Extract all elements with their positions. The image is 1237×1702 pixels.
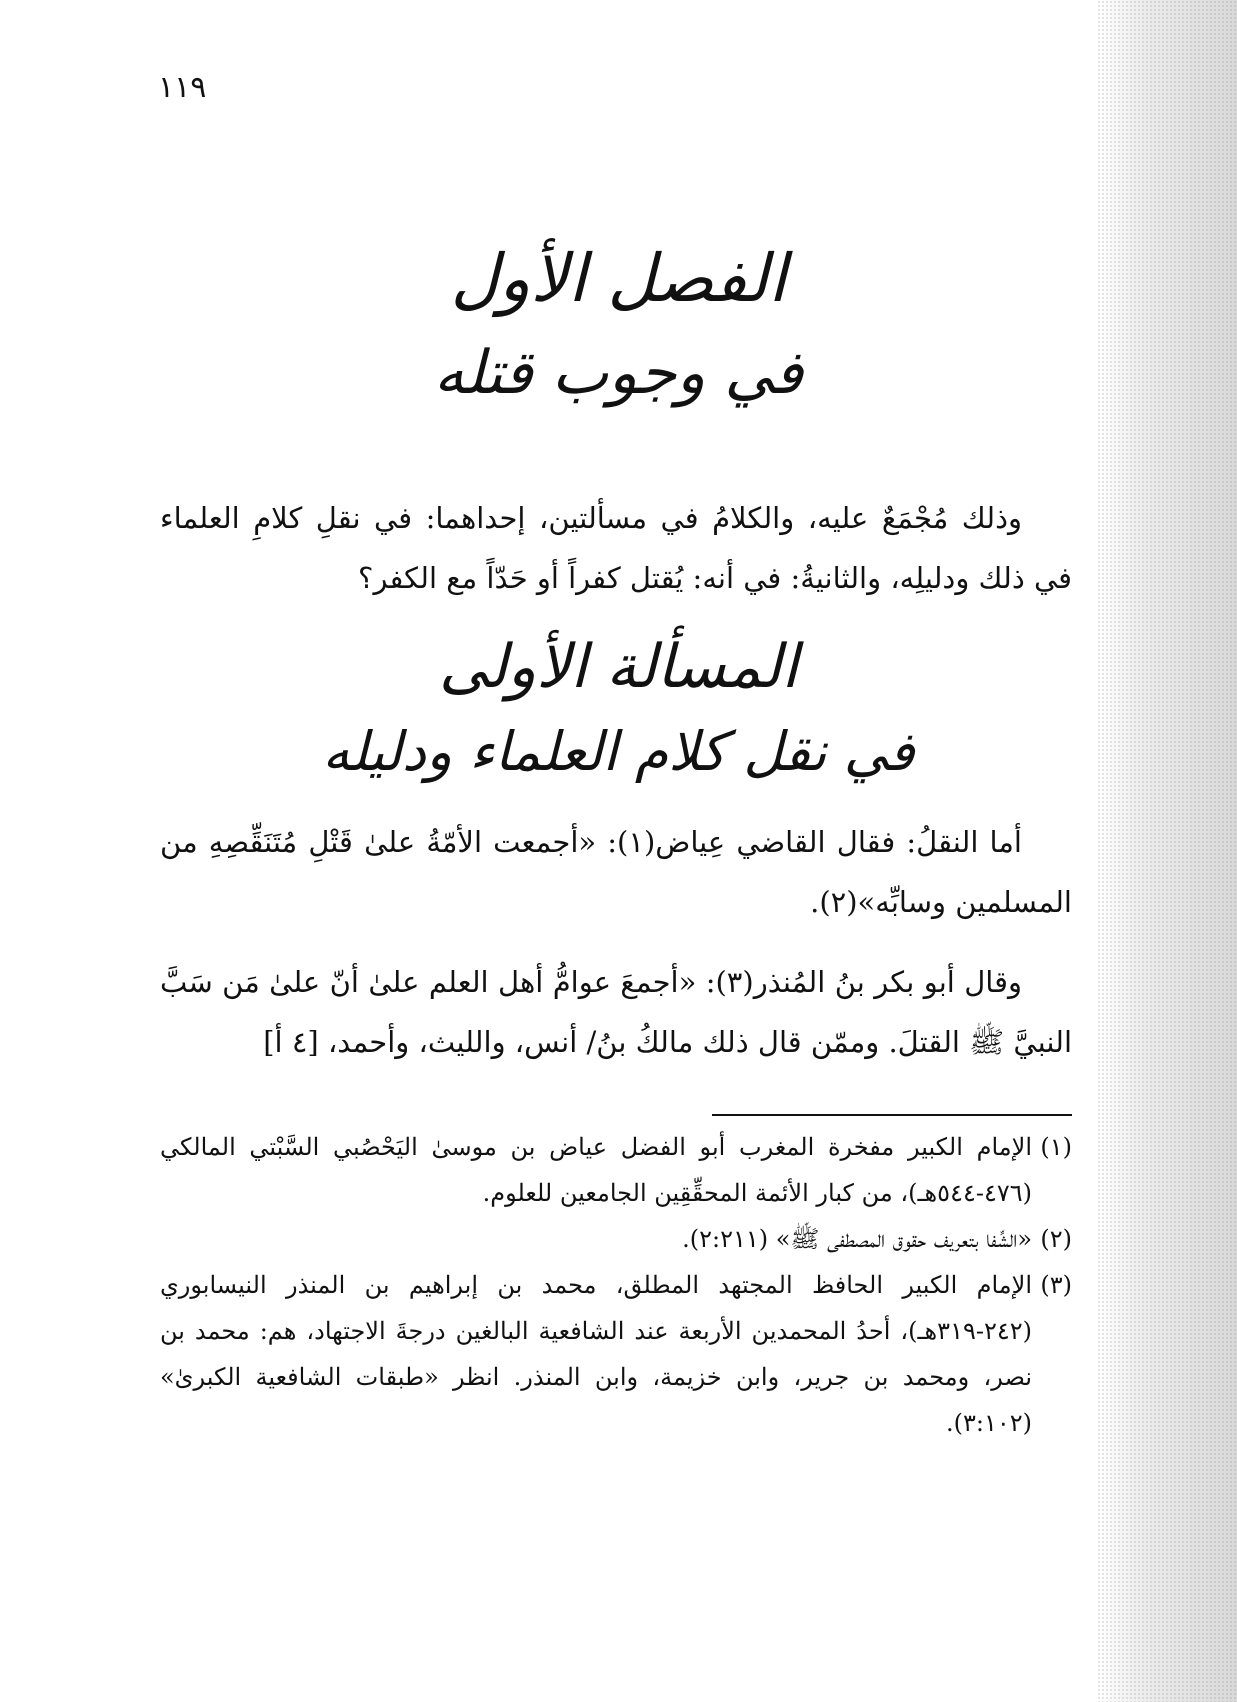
footnote-text: «الشِّفا بتعريف حقوق المصطفى ﷺ» (٢:٢١١). bbox=[682, 1225, 1032, 1253]
footnote-2 bbox=[160, 1216, 1072, 1262]
issue-title: المسألة الأولى bbox=[438, 632, 799, 702]
footnote-text: الإمام الكبير مفخرة المغرب أبو الفضل عياض بن موسىٰ اليَحْصُبي السَّبْتي المالكي (٤٧٦-٥٤٤هـ)، من كبار الأئمة المحقِّقِين الجامعين للعلوم. bbox=[160, 1133, 1032, 1207]
footnote-number: (٣) bbox=[1040, 1271, 1072, 1299]
footnotes bbox=[160, 1124, 1072, 1446]
footnote-separator bbox=[712, 1114, 1072, 1116]
footnote-number: (٢) bbox=[1040, 1225, 1072, 1253]
page-number: ١١٩ bbox=[158, 70, 207, 105]
chapter-subtitle: في وجوب قتله bbox=[433, 338, 804, 408]
issue-subtitle: في نقل كلام العلماء ودليله bbox=[322, 720, 915, 783]
footnote-number: (١) bbox=[1040, 1133, 1072, 1161]
intro-text: وذلك مُجْمَعٌ عليه، والكلامُ في مسألتين، إحداهما: في نقلِ كلامِ العلماء في ذلك ودليلِه، والثانيةُ: في أنه: يُقتل كفراً أو حَدّاً مع الكفر؟ bbox=[160, 501, 1072, 595]
naql-text: أما النقلُ: فقال القاضي عِياض(١): «أجمعت الأمّةُ علىٰ قَتْلِ مُتَنَقِّصِهِ من المسلمين وسابِّه»(٢). bbox=[160, 825, 1072, 919]
chapter-title: الفصل الأول bbox=[450, 240, 787, 317]
footnote-1 bbox=[160, 1124, 1072, 1216]
ibn-mundhir-paragraph bbox=[160, 952, 1072, 1072]
ibn-mundhir-text: وقال أبو بكر بنُ المُنذر(٣): «أجمعَ عوامُّ أهل العلم علىٰ أنّ علىٰ مَن سَبَّ النبيَّ ﷺ القتلَ. وممّن قال ذلك مالكُ بنُ/ أنس، والليث، وأحمد، [٤ أ] bbox=[160, 965, 1072, 1059]
footnote-text: الإمام الكبير الحافظ المجتهد المطلق، محمد بن إبراهيم بن المنذر النيسابوري (٢٤٢-٣١٩هـ)، أحدُ المحمدين الأربعة عند الشافعية البالغين درجةَ الاجتهاد، هم: محمد بن نصر، ومحمد بن جرير، وابن خزيمة، وابن المنذر. انظر «طبقات الشافعية الكبرىٰ» (٣:١٠٢). bbox=[160, 1271, 1032, 1437]
intro-paragraph bbox=[160, 488, 1072, 608]
footnote-3 bbox=[160, 1262, 1072, 1446]
naql-paragraph bbox=[160, 812, 1072, 932]
